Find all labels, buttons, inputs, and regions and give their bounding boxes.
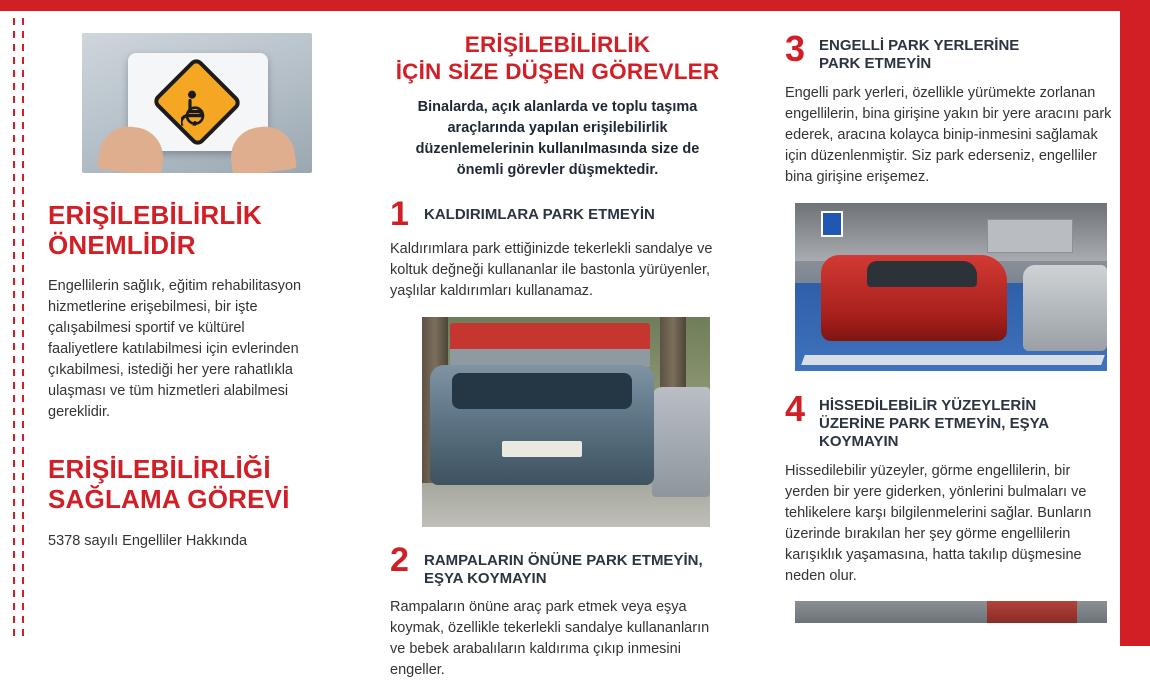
item-4-header: [785, 387, 1115, 451]
left-heading-2: [48, 455, 308, 514]
right-red-bar: [1120, 0, 1150, 646]
middle-title-line-2: İÇİN SİZE DÜŞEN GÖREVLER: [395, 59, 720, 84]
left-heading-1-line-2: ÖNEMLİDİR: [48, 229, 196, 260]
column-right: [785, 11, 1115, 623]
accessibility-sign-tablet-photo: [82, 33, 312, 173]
column-left: [40, 11, 315, 552]
content-area: [30, 11, 1120, 678]
silver-car-shape: [652, 387, 710, 497]
item-3-header: [785, 28, 1115, 73]
left-heading-2-line-2: SAĞLAMA GÖREVİ: [48, 483, 290, 514]
blue-car-shape: [430, 365, 654, 485]
left-margin: [0, 11, 30, 646]
disabled-parking-space-with-red-car-photo: [795, 203, 1107, 371]
item-3-title-line-2: PARK ETMEYİN: [819, 55, 932, 72]
red-car-window: [867, 261, 977, 287]
car-rear-window: [452, 373, 632, 409]
ventilation-unit: [987, 219, 1073, 253]
item-1-header: [390, 195, 725, 234]
item-2-title-line-1: RAMPALARIN ÖNÜNE PARK ETMEYİN,: [424, 551, 703, 569]
left-body-1: Engellilerin sağlık, eğitim rehabilitasyon hizmetlerine erişebilmesi, bir işte çalışabilmesi sportif ve kültürel faaliyetlere katılabilmesi için evlerinden çıkabilmesi, istediği her yere rahatlıkla ulaşması ve tüm hizmetleri alabilmesi gereklidir.: [48, 278, 302, 421]
item-4-title: [819, 393, 1049, 451]
item-4-title-line-3: KOYMAYIN: [819, 432, 899, 450]
middle-title-line-1: ERİŞİLEBİLİRLİK: [464, 32, 651, 57]
floor-stripe: [801, 355, 1105, 365]
item-1-title: KALDIRIMLARA PARK ETMEYİN: [424, 206, 655, 224]
wheelchair-glyph: [181, 90, 213, 126]
middle-title: [390, 31, 725, 85]
car-parked-on-sidewalk-photo: [422, 317, 710, 527]
red-truck-shape: [450, 323, 650, 367]
item-4-title-line-1: HİSSEDİLEBİLİR YÜZEYLERİN: [819, 396, 1037, 414]
car-license-plate: [502, 441, 582, 457]
left-heading-2-line-1: ERİŞİLEBİLİRLİĞİ: [48, 454, 271, 485]
item-4-body: Hissedilebilir yüzeyler, görme engellilerin, bir yerden bir yere giderken, yönlerini bulmaları ve tehlikelere karşı bilgilenmelerini sağlar. Bunların üzerinde bırakılan her şey görme engellilerin karışıklık yaşamasına, hatta takılıp düşmesine neden olur.: [785, 462, 1092, 584]
top-red-bar: [0, 0, 1120, 11]
item-1-number: 1: [390, 195, 409, 234]
wheelchair-sign-icon: [151, 56, 243, 148]
silver-car-right: [1023, 265, 1107, 351]
item-2-title: [424, 545, 703, 588]
left-heading-1: [48, 201, 308, 260]
left-body-2: 5378 sayılı Engelliler Hakkında: [48, 532, 248, 549]
item-3-title-line-1: ENGELLİ PARK YERLERİNE: [819, 37, 1020, 54]
item-3-number: 3: [785, 28, 806, 69]
tactile-surface-photo: [795, 601, 1107, 623]
item-2-body: Rampaların önüne araç park etmek veya eşya koymak, özellikle tekerlekli sandalye kullananların ve bebek arabalıların kaldırıma çıkıp inmesini engeller.: [390, 598, 710, 678]
item-1-body: Kaldırımlara park ettiğinizde tekerlekli sandalye ve koltuk değneği kullananlar ile bastonla yürüyenler, yaşlılar kaldırımları kullanamaz.: [390, 241, 713, 300]
item-2-header: [390, 540, 725, 588]
item-2-number: 2: [390, 540, 409, 579]
column-middle: [390, 11, 725, 695]
left-dashed-line-inner: [22, 18, 24, 638]
left-heading-1-line-1: ERİŞİLEBİLİRLİK: [48, 200, 262, 230]
red-car-shape: [821, 255, 1007, 341]
item-3-body: Engelli park yerleri, özellikle yürümekte zorlanan engellilerin, bina girişine yakın bir yere aracını park ederek, aracına kolayca binip-inmesini sağlamak için düzenlenmiştir. Siz park ederseniz, engelliler bina girişine erişemez.: [785, 85, 1112, 186]
middle-intro-text: Binalarda, açık alanlarda ve toplu taşıma araçlarında yapılan erişilebilirlik düzenlemelerinin kullanılmasında size de önemli görevler düşmektedir.: [415, 99, 700, 179]
disabled-parking-sign-icon: [821, 211, 843, 237]
item-4-title-line-2: ÜZERİNE PARK ETMEYİN, EŞYA: [819, 414, 1050, 432]
item-3-title: [819, 33, 1019, 73]
item-2-title-line-2: EŞYA KOYMAYIN: [424, 569, 547, 587]
item-4-number: 4: [785, 387, 806, 429]
left-dashed-line-outer: [13, 18, 15, 638]
